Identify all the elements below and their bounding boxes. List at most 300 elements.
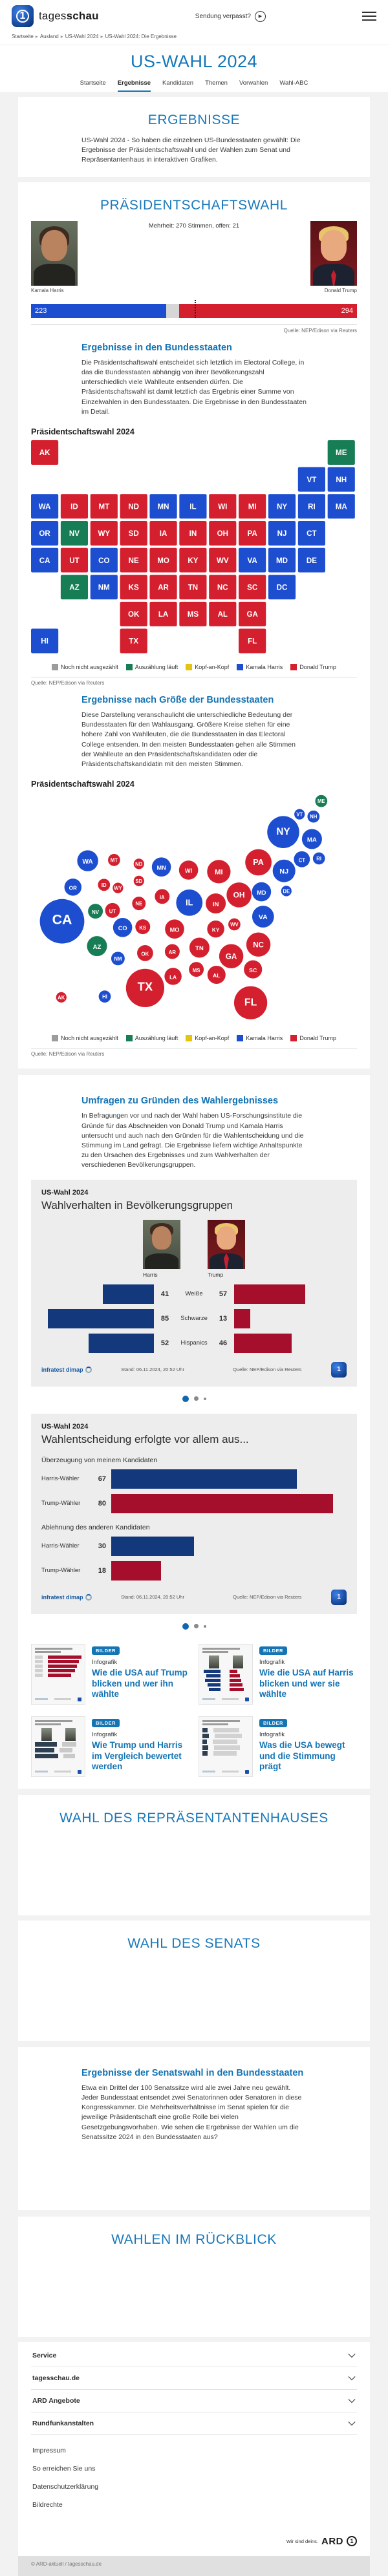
svg-text:WY: WY: [114, 885, 122, 891]
accordion-title: Service: [32, 2351, 57, 2359]
tab-ergebnisse[interactable]: Ergebnisse: [118, 80, 151, 92]
thumb-title-line: [35, 1648, 72, 1650]
state-bubble-NE[interactable]: [132, 897, 146, 910]
state-bubble-MT[interactable]: [108, 854, 120, 866]
harris-caption: Kamala Harris: [31, 287, 64, 293]
state-tile-WA[interactable]: [31, 494, 58, 518]
svg-text:OH: OH: [233, 890, 245, 900]
mini-bar: [230, 1683, 242, 1687]
state-tile-VA[interactable]: [239, 548, 266, 573]
svg-text:ME: ME: [336, 449, 347, 458]
state-bubble-WI[interactable]: [179, 861, 199, 880]
state-tile-NY[interactable]: [268, 494, 296, 518]
svg-text:MO: MO: [169, 926, 180, 933]
legend-item: [126, 664, 178, 670]
svg-text:AK: AK: [39, 449, 50, 458]
state-tile-NV[interactable]: [61, 521, 88, 546]
mini-row: [202, 1745, 249, 1750]
carousel-dot-1[interactable]: [182, 1396, 189, 1402]
state-tile-NM[interactable]: [91, 575, 118, 599]
footer-link[interactable]: So erreichen Sie uns: [32, 2464, 96, 2473]
polls-heading: Umfragen zu Gründen des Wahlergebnisses: [81, 1096, 279, 1107]
svg-text:MI: MI: [248, 503, 257, 511]
mini-bar: [215, 1734, 242, 1738]
senate-section-card: [18, 1921, 370, 2041]
teaser-item-1[interactable]: [31, 1644, 189, 1705]
mini-row: [202, 1740, 249, 1744]
state-tile-AZ[interactable]: [61, 575, 88, 599]
state-bubble-IL[interactable]: [176, 889, 202, 916]
state-tile-AK[interactable]: [31, 440, 58, 465]
reason-row: [41, 1494, 347, 1513]
svg-text:PA: PA: [247, 530, 257, 538]
state-bubble-CA[interactable]: [40, 899, 85, 944]
thumb-footer: [35, 1770, 81, 1774]
mini-row: [202, 1688, 249, 1691]
state-tile-IN[interactable]: [179, 521, 206, 546]
footer-link[interactable]: Datenschutzerklärung: [32, 2482, 99, 2491]
legend-swatch: [126, 1035, 133, 1041]
legend-swatch: [290, 664, 297, 670]
group-title: Überzeugung von meinem Kandidaten: [41, 1456, 158, 1464]
state-bubble-NV[interactable]: [88, 904, 103, 919]
candidate-row: [31, 221, 357, 293]
copyright-strip: © ARD-aktuell / tagesschau.de: [18, 2556, 370, 2576]
chevron-down-icon: [348, 2421, 356, 2426]
breadcrumb-item[interactable]: US-Wahl 2024: [65, 34, 99, 39]
state-bubble-IA[interactable]: [155, 889, 169, 904]
bar-segment: [166, 304, 179, 318]
svg-text:HI: HI: [102, 994, 107, 1000]
map-title: Präsidentschaftswahl 2024: [31, 427, 135, 436]
state-bubble-HI[interactable]: [99, 991, 111, 1003]
thumb-title-line: [35, 1720, 72, 1722]
teaser-item-2[interactable]: [199, 1644, 357, 1705]
state-bubble-RI[interactable]: [313, 853, 325, 865]
state-tile-UT[interactable]: [61, 548, 88, 573]
state-bubble-MS[interactable]: [189, 962, 204, 977]
state-tile-IA[interactable]: [149, 521, 177, 546]
us-states-bubble-map: [31, 793, 357, 1025]
mini-bar: [35, 1754, 58, 1758]
harris-value: 52: [160, 1339, 169, 1347]
harris-bar-cell: [41, 1284, 154, 1304]
breadcrumb-separator: ▸: [60, 34, 63, 39]
legend-swatch: [290, 1035, 297, 1041]
state-bubble-TX[interactable]: [126, 969, 164, 1007]
state-bubble-OH[interactable]: [226, 882, 252, 908]
legend-swatch: [237, 664, 243, 670]
svg-text:NC: NC: [217, 584, 228, 592]
state-tile-MO[interactable]: [149, 548, 177, 573]
teaser-title[interactable]: Wie Trump und Harris im Vergleich bewertet werden: [92, 1740, 183, 1772]
state-tile-CA[interactable]: [31, 548, 58, 573]
state-tile-CO[interactable]: [91, 548, 118, 573]
state-tile-CT[interactable]: [298, 521, 325, 546]
state-tile-ME[interactable]: [328, 440, 355, 465]
svg-text:VT: VT: [296, 811, 303, 818]
mini-row: [202, 1679, 249, 1682]
svg-text:NV: NV: [69, 530, 80, 538]
state-bubble-GA[interactable]: [219, 944, 243, 968]
svg-text:WV: WV: [216, 557, 229, 565]
mini-bar: [205, 1679, 221, 1682]
svg-text:GA: GA: [225, 952, 237, 961]
mini-bar: [230, 1679, 241, 1682]
footer-accordion-service[interactable]: [31, 2345, 357, 2367]
state-bubble-NY[interactable]: [267, 816, 299, 849]
svg-text:ME: ME: [317, 798, 325, 805]
missed-broadcast-label: Sendung verpasst?: [195, 12, 251, 20]
mini-bar: [202, 1740, 207, 1744]
brand-wordmark[interactable]: tagesschau: [39, 10, 99, 22]
state-bubble-MA[interactable]: [302, 829, 322, 849]
legend-label: Auszählung läuft: [135, 664, 178, 671]
svg-text:TN: TN: [195, 945, 204, 953]
trump-bar-cell: [234, 1309, 347, 1328]
bar-track: [111, 1561, 347, 1581]
svg-text:CA: CA: [52, 911, 72, 928]
mini-bar: [213, 1728, 239, 1732]
svg-text:ND: ND: [135, 861, 143, 868]
harris-photo: [31, 221, 78, 286]
legend-swatch: [237, 1035, 243, 1041]
state-tile-DC[interactable]: [268, 575, 296, 599]
state-bubble-ND[interactable]: [134, 859, 144, 869]
tab-vorwahlen[interactable]: Vorwahlen: [239, 80, 268, 87]
demographics-chart-card: [31, 1180, 357, 1387]
trump-value: 13: [219, 1314, 228, 1323]
state-tile-PA[interactable]: [239, 521, 266, 546]
category-label: Weiße: [185, 1290, 203, 1298]
house-heading: WAHL DES REPRÄSENTANTENHAUSES: [59, 1810, 329, 1826]
state-bubble-UT[interactable]: [105, 903, 120, 918]
states-subheading: Ergebnisse in den Bundesstaaten: [81, 342, 232, 353]
state-tile-RI[interactable]: [298, 494, 325, 518]
state-bubble-SD[interactable]: [134, 876, 144, 886]
state-bubble-IN[interactable]: [206, 893, 226, 913]
state-bubble-WY[interactable]: [113, 883, 123, 893]
svg-text:AL: AL: [217, 611, 228, 619]
majority-270-marker: [195, 300, 196, 318]
mini-row: [202, 1751, 249, 1756]
state-bubble-NH[interactable]: [307, 811, 319, 823]
trump-value: 46: [219, 1339, 228, 1347]
source-note: Quelle: NEP/Edison via Reuters: [283, 327, 357, 334]
state-bubble-AR[interactable]: [165, 944, 180, 959]
state-bubble-NC[interactable]: [246, 933, 270, 957]
state-bubble-MD[interactable]: [252, 882, 272, 902]
state-bubble-TN[interactable]: [189, 938, 210, 958]
legend-label: Kamala Harris: [246, 1035, 283, 1042]
state-tile-IL[interactable]: [179, 494, 206, 518]
breadcrumb-separator: ▸: [35, 34, 38, 39]
tab-themen[interactable]: Themen: [205, 80, 228, 87]
svg-text:IA: IA: [159, 895, 165, 901]
state-tile-KS[interactable]: [120, 575, 147, 599]
state-bubble-KS[interactable]: [135, 919, 150, 934]
legend-swatch: [52, 1035, 58, 1041]
footer-link[interactable]: Impressum: [32, 2446, 66, 2454]
svg-text:SD: SD: [128, 530, 139, 538]
state-bubble-CT[interactable]: [294, 851, 310, 868]
state-tile-FL[interactable]: [239, 629, 266, 654]
svg-text:NH: NH: [336, 476, 347, 484]
state-tile-AR[interactable]: [149, 575, 177, 599]
legend-item: [52, 664, 118, 670]
state-bubble-MN[interactable]: [152, 858, 171, 877]
row-label: Trump-Wähler: [41, 1500, 81, 1507]
state-tile-WY[interactable]: [91, 521, 118, 546]
breadcrumb-item[interactable]: Ausland: [39, 34, 59, 39]
state-tile-AL[interactable]: [209, 602, 236, 626]
reasons-chart-card: [31, 1414, 357, 1614]
polls-text: In Befragungen vor und nach der Wahl haben US-Forschungsinstitute die Gründe für das Abschneiden von Donald Trump und Kamala Harris untersucht und auch nach den Gründen für die Wahlentscheidung und die Stimmung im Land gefragt. Die Ergebnisse liefern wichtige Anhaltspunkte zu den Ursachen des Ergebnisses und zum Wahlverhalten der verschiedenen Bevölkerungsgruppen.: [81, 1112, 304, 1169]
house-section-card: [18, 1795, 370, 1915]
state-result-map: [31, 440, 357, 657]
state-bubble-KY[interactable]: [207, 921, 224, 937]
states-text: Die Präsidentschaftswahl entscheidet sich letztlich im Electoral College, in das die Bundesstaaten abhängig von ihrer Bevölkerungszahl unterschiedlich viele Wahlleute entsenden dürfen. Die Präsidentschaftswahl ist damit letztlich das Ergebnis einer Summe von Einzelwahlen in den Bundesstaaten. Die Ergebnisse in den Bundesstaaten im Detail.: [81, 358, 307, 416]
state-bubble-OR[interactable]: [65, 879, 81, 896]
state-tile-MI[interactable]: [239, 494, 266, 518]
svg-text:OK: OK: [127, 611, 140, 619]
senate-results-text: Etwa ein Drittel der 100 Senatssitze wird alle zwei Jahre neu gewählt. Jeder Bundesstaat entsendet zwei Senatorinnen oder Senatoren in diese Kongresskammer. Die Mehrheitsverhältnisse im Senat spielen für die jeweilige Präsidentschaft eine große Rolle bei vielen Gesetzgebungsvorhaben. Wie sehen die Ergebnisse der Wahlen um die Senatssitze 2024 in den Bundesstaaten aus?: [81, 2083, 302, 2141]
play-icon[interactable]: ▶: [255, 11, 266, 22]
state-bubble-VA[interactable]: [252, 906, 274, 928]
hero: [0, 45, 388, 92]
ard-one-icon: 1: [347, 2536, 357, 2546]
bar-segment: 223: [31, 304, 166, 318]
state-bubble-MI[interactable]: [207, 860, 230, 884]
mini-source-line: [54, 1698, 71, 1700]
state-tile-SC[interactable]: [239, 575, 266, 599]
svg-text:VT: VT: [307, 476, 317, 484]
state-tile-MN[interactable]: [149, 494, 177, 518]
svg-text:UT: UT: [69, 557, 80, 565]
state-bubble-AZ[interactable]: [87, 936, 107, 956]
senate-heading: WAHL DES SENATS: [127, 1935, 261, 1951]
state-tile-WV[interactable]: [209, 548, 236, 573]
state-bubble-FL[interactable]: [234, 986, 267, 1019]
tab-kandidaten[interactable]: Kandidaten: [162, 80, 194, 87]
us-states-tile-map: [31, 440, 357, 654]
chart-footer: [41, 1590, 347, 1605]
state-tile-LA[interactable]: [149, 602, 177, 626]
state-tile-GA[interactable]: [239, 602, 266, 626]
value-bar: [111, 1494, 333, 1513]
teaser-title[interactable]: Wie die USA auf Trump blicken und wer ihn wählte: [92, 1667, 188, 1699]
breadcrumb: [0, 31, 388, 45]
state-bubble-ID[interactable]: [98, 879, 110, 891]
footer-accordion-tagesschaude[interactable]: [31, 2367, 357, 2390]
mini-bar: [208, 1683, 221, 1687]
infratest-dimap-logo: infratest dimap: [41, 1367, 92, 1373]
carousel-dot-3[interactable]: [204, 1398, 206, 1400]
state-bubble-DE[interactable]: [281, 886, 292, 897]
thumb-title-line: [35, 1651, 61, 1653]
state-bubble-NJ[interactable]: [273, 860, 296, 882]
state-tile-MS[interactable]: [179, 602, 206, 626]
tab-startseite[interactable]: Startseite: [80, 80, 106, 87]
mini-row: [202, 1674, 249, 1677]
breadcrumb-item[interactable]: Startseite: [12, 34, 34, 39]
mini-bar: [213, 1751, 237, 1756]
legend-item: [237, 1035, 283, 1041]
carousel-dot-2[interactable]: [194, 1624, 199, 1628]
teaser-title[interactable]: Wie die USA auf Harris blicken und wer sie wählte: [259, 1667, 354, 1699]
state-bubble-WA[interactable]: [77, 851, 98, 871]
svg-text:AR: AR: [168, 950, 177, 956]
svg-text:FL: FL: [244, 997, 257, 1008]
svg-text:OR: OR: [69, 885, 77, 891]
thumb-footer: [202, 1770, 249, 1774]
state-tile-SD[interactable]: [120, 521, 147, 546]
majority-note: Mehrheit: 270 Stimmen, offen: 21: [148, 222, 240, 229]
ard-tagline: Wir sind deins.: [286, 2538, 318, 2544]
teaser-kicker: Infografik: [259, 1730, 285, 1738]
reasons-chart: [41, 1456, 347, 1581]
legend-label: Kopf-an-Kopf: [195, 664, 230, 671]
state-bubble-AK[interactable]: [56, 992, 67, 1003]
thumb-mini-chart: [202, 1728, 249, 1756]
senate-results-card: [18, 2047, 370, 2210]
state-tile-NH[interactable]: [328, 467, 355, 492]
state-tile-ID[interactable]: [61, 494, 88, 518]
state-bubble-PA[interactable]: [245, 849, 272, 876]
chart-candidate-photos: [41, 1220, 347, 1278]
mini-provider-line: [202, 1771, 215, 1772]
reason-row: [41, 1469, 347, 1489]
bar-segment: 294: [179, 304, 357, 318]
teaser-item-4[interactable]: [199, 1716, 357, 1777]
state-tile-MT[interactable]: [91, 494, 118, 518]
footer-link[interactable]: Bildrechte: [32, 2500, 63, 2509]
bilder-badge: BILDER: [259, 1719, 287, 1727]
teaser-item-3[interactable]: [31, 1716, 189, 1777]
trump-bar: [234, 1334, 292, 1353]
trump-bar: [234, 1284, 305, 1304]
state-tile-OR[interactable]: [31, 521, 58, 546]
footer-accordion-ardangebote[interactable]: [31, 2390, 357, 2412]
carousel-dot-3[interactable]: [204, 1625, 206, 1628]
tab-nav: [12, 72, 376, 92]
legend-swatch: [52, 664, 58, 670]
state-tile-HI[interactable]: [31, 629, 58, 654]
thumb-title-line: [202, 1720, 240, 1722]
accordion-title: Rundfunkanstalten: [32, 2419, 94, 2427]
state-tile-OH[interactable]: [209, 521, 236, 546]
state-tile-TN[interactable]: [179, 575, 206, 599]
state-bubble-OK[interactable]: [137, 945, 153, 961]
state-bubble-SC[interactable]: [244, 961, 262, 979]
missed-broadcast-link[interactable]: [99, 11, 362, 22]
thumb-title-line: [202, 1651, 228, 1653]
state-bubble-WV[interactable]: [228, 919, 241, 931]
state-tile-KY[interactable]: [179, 548, 206, 573]
carousel-dot-2[interactable]: [194, 1396, 199, 1401]
tagesschau-logo-icon[interactable]: 1: [12, 5, 34, 27]
trump-bar-cell: [234, 1334, 347, 1353]
svg-text:PA: PA: [253, 858, 264, 868]
state-tile-NC[interactable]: [209, 575, 236, 599]
mini-row: [35, 1742, 81, 1747]
chart-title: Wahlentscheidung erfolgte vor allem aus...: [41, 1432, 249, 1445]
mini-row: [202, 1683, 249, 1687]
chevron-down-icon: [348, 2398, 356, 2403]
svg-text:KY: KY: [211, 927, 220, 933]
state-size-bubble-map: [31, 793, 357, 1028]
harris-bar-cell: [41, 1334, 154, 1353]
harris-bar: [89, 1334, 154, 1353]
breadcrumb-item[interactable]: US-Wahl 2024: Die Ergebnisse: [105, 34, 177, 39]
legend-label: Donald Trump: [299, 1035, 336, 1042]
state-bubble-AL[interactable]: [208, 966, 226, 984]
teaser-text: [92, 1716, 189, 1777]
electoral-bar: [31, 304, 357, 318]
state-tile-ND[interactable]: [120, 494, 147, 518]
state-tile-OK[interactable]: [120, 602, 147, 626]
value-bar: [111, 1561, 161, 1581]
state-tile-MA[interactable]: [328, 494, 355, 518]
mini-row: [35, 1665, 81, 1668]
mini-bar: [214, 1745, 240, 1750]
legend-item: [290, 1035, 336, 1041]
mini-source-line: [222, 1698, 239, 1700]
mini-photo: [41, 1728, 52, 1741]
svg-text:MT: MT: [98, 503, 110, 511]
svg-text:CT: CT: [307, 530, 317, 538]
teaser-thumbnail: [31, 1716, 85, 1777]
state-bubble-ME[interactable]: [315, 795, 327, 807]
carousel-dot-1[interactable]: [182, 1623, 189, 1630]
group-title: Ablehnung des anderen Kandidaten: [41, 1523, 150, 1531]
row-value: 80: [98, 1499, 106, 1507]
teaser-title[interactable]: Was die USA bewegt und die Stimmung prägt: [259, 1740, 345, 1772]
demographic-row-hispanics: [41, 1334, 347, 1353]
state-tile-MD[interactable]: [268, 548, 296, 573]
thumb-mini-chart: [202, 1655, 249, 1691]
state-tile-VT[interactable]: [298, 467, 325, 492]
teaser-kicker: Infografik: [92, 1658, 118, 1666]
state-tile-WI[interactable]: [209, 494, 236, 518]
state-tile-NJ[interactable]: [268, 521, 296, 546]
state-tile-TX[interactable]: [120, 629, 147, 654]
state-tile-NE[interactable]: [120, 548, 147, 573]
svg-text:RI: RI: [316, 856, 322, 862]
svg-text:WA: WA: [82, 858, 93, 866]
svg-text:AZ: AZ: [69, 584, 80, 592]
svg-text:HI: HI: [41, 637, 48, 646]
state-bubble-VT[interactable]: [294, 809, 305, 820]
state-bubble-CO[interactable]: [113, 918, 133, 937]
mini-provider-line: [35, 1698, 48, 1700]
value-bar: [111, 1469, 297, 1489]
legend-label: Auszählung läuft: [135, 1035, 178, 1042]
top-bar: [0, 0, 388, 31]
footer-accordion-rundfunkanstalten[interactable]: [31, 2412, 357, 2435]
state-tile-DE[interactable]: [298, 548, 325, 573]
tab-wahl-abc[interactable]: Wahl-ABC: [279, 80, 308, 87]
svg-text:AK: AK: [58, 995, 65, 1001]
state-bubble-LA[interactable]: [164, 968, 181, 985]
teaser-text: [259, 1644, 357, 1705]
hamburger-menu-icon[interactable]: [362, 12, 376, 21]
state-bubble-NM[interactable]: [111, 952, 125, 966]
svg-text:ID: ID: [101, 882, 107, 889]
ard-logo-icon: 1: [331, 1590, 347, 1605]
teaser-kicker: Infografik: [259, 1658, 285, 1666]
state-bubble-MO[interactable]: [165, 920, 184, 939]
